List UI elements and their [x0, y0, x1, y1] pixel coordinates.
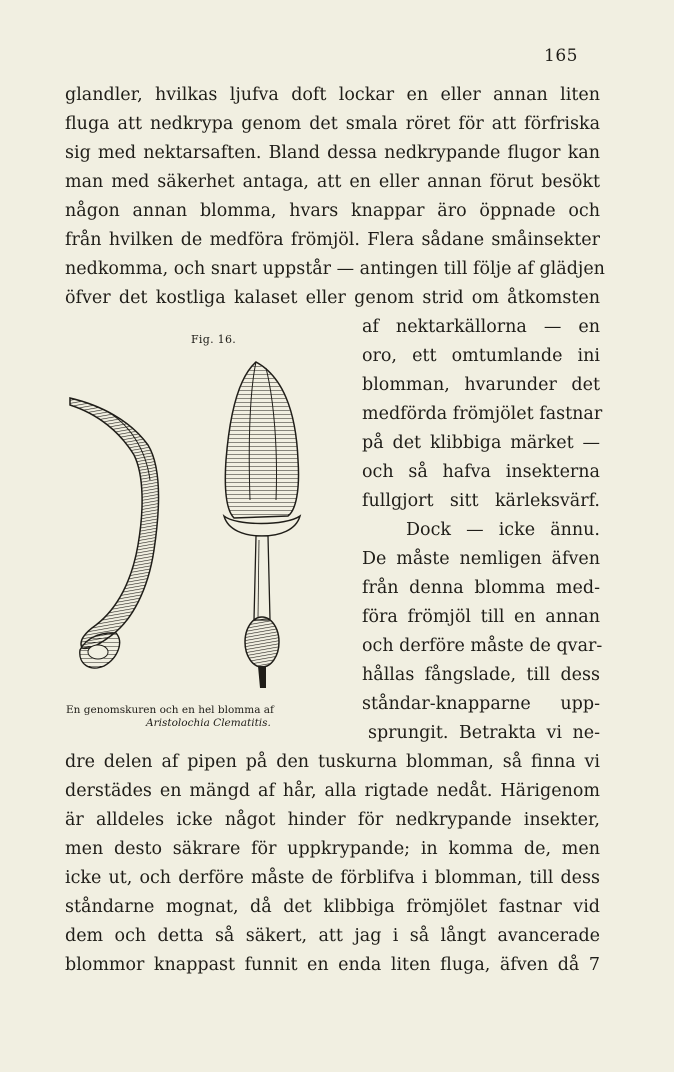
text-line: och så hafva insekterna	[362, 462, 600, 482]
sectioned-flower-drawing	[70, 398, 159, 668]
text-line: sprungit. Betrakta vi ne-	[368, 723, 600, 743]
text-line: och derföre måste de qvar-	[362, 636, 603, 656]
text-line: någon annan blomma, hvars knappar äro öppnade och	[65, 201, 600, 221]
text-line: dre delen af pipen på den tuskurna blomman, så finna vi	[65, 752, 600, 772]
text-line: fullgjort sitt kärleksvärf.	[362, 491, 600, 511]
text-line: ståndarne mognat, då det klibbiga frömjölet fastnar vid	[65, 897, 600, 917]
page-number: 165	[544, 46, 578, 66]
text-line: föra frömjöl till en annan	[362, 607, 600, 627]
text-line: är alldeles icke något hinder för nedkrypande insekter,	[65, 810, 600, 830]
text-line: från denna blomma med-	[362, 578, 600, 598]
text-line: dem och detta så säkert, att jag i så långt avancerade	[65, 926, 600, 946]
text-line: derstädes en mängd af hår, alla rigtade nedåt. Härigenom	[65, 781, 600, 801]
text-line: nedkomma, och snart uppstår — antingen till följe af glädjen	[65, 259, 605, 279]
text-line: De måste nemligen äfven	[362, 549, 600, 569]
text-line: icke ut, och derföre måste de förblifva i blomman, till dess	[65, 868, 600, 888]
text-line: på det klibbiga märket —	[362, 433, 600, 453]
text-line: af nektarkällorna — en	[362, 317, 600, 337]
text-line: fluga att nedkrypa genom det smala röret för att förfriska	[65, 114, 600, 134]
text-line: Dock — icke ännu.	[406, 520, 600, 540]
text-line: medförda frömjölet fastnar	[362, 404, 603, 424]
text-line: hållas fångslade, till dess	[362, 665, 600, 685]
text-line: från hvilken de medföra frömjöl. Flera sådane småinsekter	[65, 230, 600, 250]
text-line: oro, ett omtumlande ini	[362, 346, 600, 366]
text-line: öfver det kostliga kalaset eller genom strid om åtkomsten	[65, 288, 600, 308]
text-line: ståndar-knapparne upp-	[362, 694, 600, 714]
whole-flower-drawing	[224, 362, 300, 688]
text-line: sig med nektarsaften. Bland dessa nedkrypande flugor kan	[65, 143, 600, 163]
figure-caption-species: Aristolochia Clematitis.	[146, 717, 271, 729]
text-line: men desto säkrare för uppkrypande; in komma de, men	[65, 839, 600, 859]
text-line: blommor knappast funnit en enda liten fluga, äfven då 7	[65, 955, 600, 975]
figure-label: Fig. 16.	[191, 333, 237, 346]
figure-caption: En genomskuren och en hel blomma af	[66, 704, 274, 716]
text-line: man med säkerhet antaga, att en eller annan förut besökt	[65, 172, 600, 192]
text-line: blomman, hvarunder det	[362, 375, 600, 395]
text-line: glandler, hvilkas ljufva doft lockar en eller annan liten	[65, 85, 600, 105]
flower-illustration	[60, 350, 355, 702]
